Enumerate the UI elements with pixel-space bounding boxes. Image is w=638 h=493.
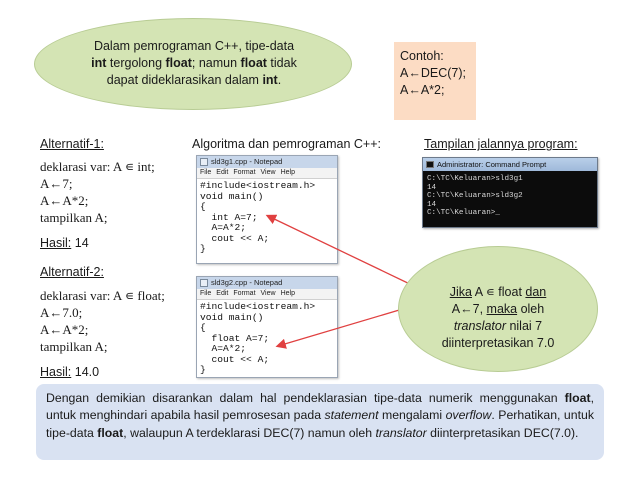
alt2-heading-text: Alternatif-2: (40, 265, 104, 279)
arrow-to-float-line (278, 308, 406, 346)
conclusion-float-1: float (564, 391, 591, 405)
intro-line-1: Dalam pemrograman C++, tipe-data (93, 39, 295, 53)
conclusion-part-6: diinterpretasikan DEC(7.0). (426, 425, 579, 440)
intro-keyword-float-2: float (240, 56, 267, 70)
conclusion-part-2: , untuk menghindari apabila hasil pemrosesan pada (46, 391, 594, 423)
notepad-2-menu-format[interactable]: Format (233, 290, 256, 297)
example-title: Contoh: (400, 49, 444, 63)
notepad-2-code[interactable]: #include<iostream.h> void main() { float A=7; A=A*2; cout << A; } (200, 301, 316, 375)
intro-keyword-int: int (91, 56, 107, 70)
callout-line-2b: oleh (517, 302, 545, 316)
alt2-result-value: 14.0 (71, 365, 100, 379)
alt1-line-2: A←7; (40, 176, 73, 191)
alt2-line-3: A←A*2; (40, 322, 89, 337)
conclusion-box (36, 384, 604, 460)
conclusion-part-5: , walaupun A terdeklarasi DEC(7) namun oleh (123, 425, 376, 440)
alt1-result-label: Hasil: (40, 236, 72, 250)
notepad-2-title: sld3g2.cpp - Notepad (211, 278, 283, 287)
conclusion-translator: translator (375, 425, 427, 440)
intro-line-2a: tergolong (106, 56, 166, 70)
callout-translator: translator (453, 319, 506, 333)
callout-line-1: A ∊ float (471, 285, 526, 299)
notepad-1-title: sld3g1.cpp - Notepad (211, 157, 283, 166)
run-heading-text: Tampilan jalannya program: (424, 137, 578, 151)
intro-keyword-int-2: int (262, 73, 278, 87)
conclusion-part-3: mengalami (378, 408, 446, 423)
notepad-1-menu-file[interactable]: File (200, 169, 212, 176)
notepad-2-menu-file[interactable]: File (200, 290, 212, 297)
alt1-result-value: 14 (71, 236, 89, 250)
notepad-1-menu-help[interactable]: Help (280, 169, 295, 176)
alt2-line-4: tampilkan A; (40, 339, 108, 354)
alt1-line-1: deklarasi var: A ∊ int; (40, 159, 155, 174)
conclusion-part-4: . Perhatikan, untuk tipe-data (46, 408, 594, 440)
alt1-heading-text: Alternatif-1: (40, 137, 104, 151)
callout-line-2a: A←7, (451, 302, 487, 316)
notepad-2-menu-help[interactable]: Help (280, 290, 295, 297)
conclusion-statement: statement (324, 408, 379, 423)
notepad-1-menu-view[interactable]: View (260, 169, 276, 176)
intro-line-2b: ; namun (191, 56, 241, 70)
intro-keyword-float: float (165, 56, 192, 70)
callout-maka: maka (486, 302, 518, 316)
callout-dan: dan (525, 285, 547, 299)
alt1-line-4: tampilkan A; (40, 210, 108, 225)
example-line-2: A←A*2; (400, 83, 445, 97)
alt1-line-3: A←A*2; (40, 193, 89, 208)
cmd-output[interactable]: C:\TC\Keluaran>sld3g1 14 C:\TC\Keluaran>sld3g2 14 C:\TC\Keluaran>_ (427, 175, 523, 218)
arrow-to-int-line (268, 216, 414, 286)
notepad-2-menu-view[interactable]: View (260, 290, 276, 297)
cmd-title: Administrator: Command Prompt (437, 160, 547, 169)
callout-jika: Jika (449, 285, 472, 299)
notepad-1-menu-edit[interactable]: Edit (216, 169, 229, 176)
notepad-1-menu-format[interactable]: Format (233, 169, 256, 176)
algo-heading: Algoritma dan pemrograman C++: (192, 137, 381, 151)
intro-line-3a: dapat dideklarasikan dalam (106, 73, 263, 87)
callout-line-4: diinterpretasikan 7.0 (441, 336, 555, 350)
intro-line-2c: tidak (266, 56, 297, 70)
notepad-1-code[interactable]: #include<iostream.h> void main() { int A=7; A=A*2; cout << A; } (200, 180, 316, 254)
conclusion-part-1: Dengan demikian disarankan dalam hal pendeklarasian tipe-data numerik menggunakan (46, 391, 565, 405)
float-callout-text (420, 284, 576, 352)
alt2-line-1: deklarasi var: A ∊ float; (40, 288, 165, 303)
alt2-result-label: Hasil: (40, 365, 72, 379)
notepad-2-menu-edit[interactable]: Edit (216, 290, 229, 297)
conclusion-float-2: float (97, 425, 124, 440)
alt2-line-2: A←7.0; (40, 305, 83, 320)
example-line-1: A←DEC(7); (400, 66, 466, 80)
conclusion-overflow: overflow (445, 408, 492, 423)
callout-line-3: nilai 7 (505, 319, 543, 333)
intro-line-3b: . (277, 73, 282, 87)
